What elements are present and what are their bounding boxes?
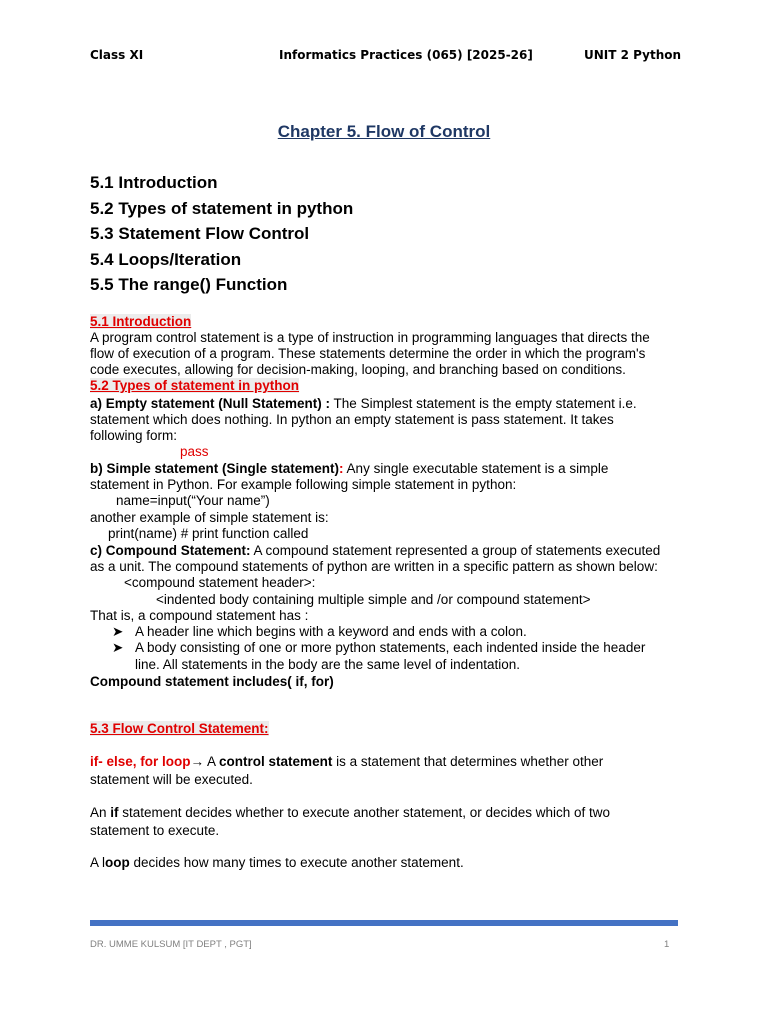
code-line: print(name) # print function called bbox=[108, 526, 309, 541]
paragraph-line: A program control statement is a type of instruction in programming languages that directs the bbox=[90, 330, 650, 345]
paragraph-line: another example of simple statement is: bbox=[90, 510, 329, 525]
paragraph-line: code executes, allowing for decision-making, looping, and branching based on conditions. bbox=[90, 362, 626, 377]
empty-statement-line: a) Empty statement (Null Statement) : The Simplest statement is the empty statement i.e. bbox=[90, 396, 637, 411]
paragraph-line: statement which does nothing. In python an empty statement is pass statement. It takes bbox=[90, 412, 614, 427]
paragraph-line: following form: bbox=[90, 428, 178, 443]
bullet-item: A body consisting of one or more python statements, each indented inside the header bbox=[135, 640, 646, 655]
toc-item: 5.3 Statement Flow Control bbox=[90, 224, 310, 243]
code-line: name=input(“Your name”) bbox=[116, 493, 270, 508]
section-heading-5-3: 5.3 Flow Control Statement: bbox=[90, 721, 269, 736]
section-heading-5-1: 5.1 Introduction bbox=[90, 314, 192, 329]
bullet-item: A header line which begins with a keyword and ends with a colon. bbox=[135, 624, 527, 639]
control-statement-line: if- else, for loop→ A control statement is a statement that determines whether other bbox=[90, 754, 604, 769]
paragraph-line: statement will be executed. bbox=[90, 772, 253, 787]
simple-statement-line: b) Simple statement (Single statement): Any single executable statement is a simple bbox=[90, 461, 609, 476]
page-number: 1 bbox=[664, 939, 670, 950]
toc-item: 5.5 The range() Function bbox=[90, 275, 288, 294]
toc-item: 5.2 Types of statement in python bbox=[90, 199, 354, 218]
arrow-bullet-icon: ➤ bbox=[112, 640, 124, 655]
header-subject: Informatics Practices (065) [2025-26] bbox=[279, 48, 533, 62]
bullet-item: line. All statements in the body are the same level of indentation. bbox=[135, 657, 520, 672]
toc-item: 5.1 Introduction bbox=[90, 173, 218, 192]
chapter-title: Chapter 5. Flow of Control bbox=[277, 122, 491, 141]
compound-statement-line: c) Compound Statement: A compound statement represented a group of statements executed bbox=[90, 543, 661, 558]
paragraph-line: statement in Python. For example following simple statement in python: bbox=[90, 477, 517, 492]
if-statement-line: An if statement decides whether to execute another statement, or decides which of two bbox=[90, 805, 611, 820]
header-unit: UNIT 2 Python bbox=[584, 48, 682, 62]
paragraph-line: as a unit. The compound statements of python are written in a specific pattern as shown below: bbox=[90, 559, 658, 574]
paragraph-line: statement to execute. bbox=[90, 823, 220, 838]
loop-line: A loop decides how many times to execute another statement. bbox=[90, 855, 464, 870]
footer-rule bbox=[90, 920, 678, 926]
arrow-bullet-icon: ➤ bbox=[112, 624, 124, 639]
compound-includes: Compound statement includes( if, for) bbox=[90, 674, 334, 689]
pass-code: pass bbox=[180, 444, 209, 459]
section-heading-5-2: 5.2 Types of statement in python bbox=[90, 378, 300, 393]
paragraph-line: That is, a compound statement has : bbox=[90, 608, 309, 623]
footer-author: DR. UMME KULSUM [IT DEPT , PGT] bbox=[90, 939, 252, 950]
header-class: Class XI bbox=[90, 48, 144, 62]
toc-item: 5.4 Loops/Iteration bbox=[90, 250, 242, 269]
paragraph-line: flow of execution of a program. These statements determine the order in which the program's bbox=[90, 346, 646, 361]
code-line: <indented body containing multiple simple and /or compound statement> bbox=[156, 592, 591, 607]
code-line: <compound statement header>: bbox=[124, 575, 316, 590]
